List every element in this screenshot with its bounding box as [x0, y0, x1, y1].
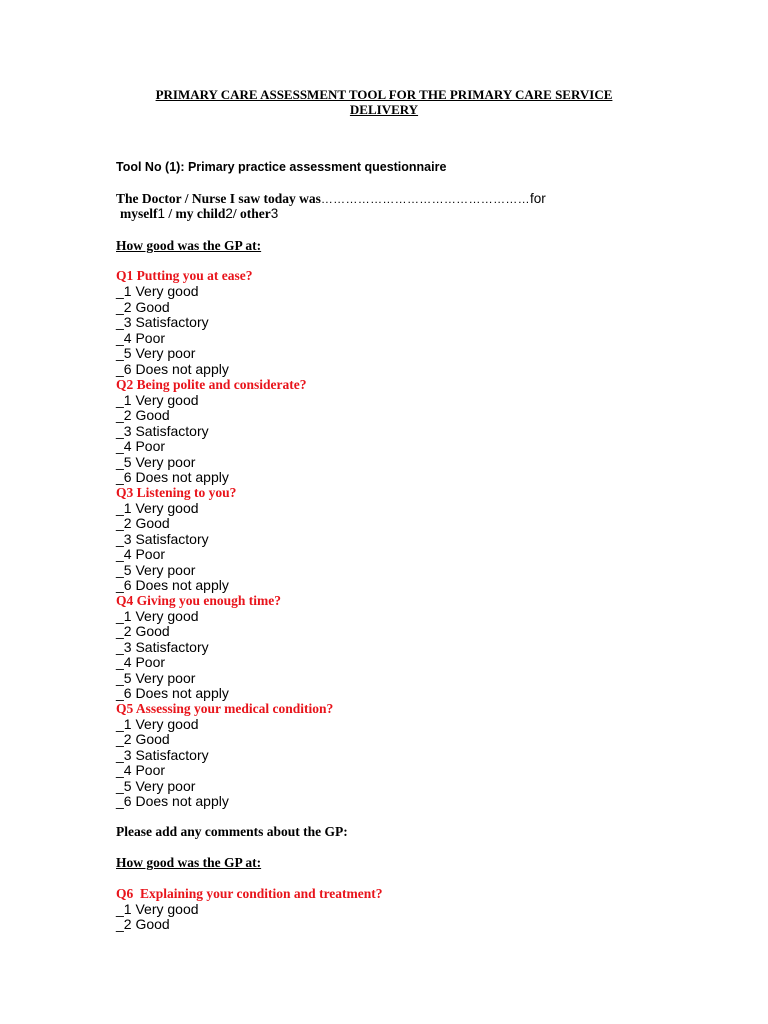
section-heading-1: How good was the GP at: [116, 238, 262, 253]
q4-option-4[interactable]: _4 Poor [116, 654, 166, 670]
myself-code: 1 [157, 206, 166, 221]
q1-option-6[interactable]: _6 Does not apply [116, 360, 229, 377]
q1-option-2[interactable]: _2 Good [116, 298, 170, 315]
q3-option-6[interactable]: _6 Does not apply [116, 577, 229, 593]
question-6: Q6 Explaining your condition and treatment? [116, 886, 383, 901]
q4-option-2[interactable]: _2 Good [116, 623, 170, 639]
q3-option-4[interactable]: _4 Poor [116, 546, 166, 562]
child-code: 2 [225, 206, 233, 221]
q2-option-1[interactable]: _1 Very good [116, 391, 199, 408]
q2-option-5[interactable]: _5 Very poor [116, 453, 196, 470]
q5-option-2[interactable]: _2 Good [116, 731, 170, 747]
title-line-2: DELIVERY [349, 102, 419, 117]
doctor-nurse-label: The Doctor / Nurse I saw today was [116, 191, 321, 206]
q4-option-5[interactable]: _5 Very poor [116, 669, 196, 686]
q2-option-3[interactable]: _3 Satisfactory [116, 422, 209, 439]
title-line-1: PRIMARY CARE ASSESSMENT TOOL FOR THE PRIMARY CARE SERVICE [155, 87, 613, 102]
q3-option-5[interactable]: _5 Very poor [116, 561, 196, 578]
for-label: for [529, 191, 546, 206]
section-heading-2: How good was the GP at: [116, 855, 262, 870]
other-option: / other [232, 206, 271, 221]
q2-option-4[interactable]: _4 Poor [116, 438, 166, 454]
q5-option-3[interactable]: _3 Satisfactory [116, 746, 209, 763]
patient-type-line [120, 206, 278, 222]
q5-option-4[interactable]: _4 Poor [116, 762, 166, 778]
other-code: 3 [270, 206, 279, 221]
q4-option-3[interactable]: _3 Satisfactory [116, 638, 209, 655]
doctor-nurse-line [116, 191, 546, 207]
myself-option: myself [120, 206, 158, 221]
q2-option-2[interactable]: _2 Good [116, 407, 170, 423]
question-3: Q3 Listening to you? [116, 484, 237, 500]
q3-option-2[interactable]: _2 Good [116, 515, 170, 531]
q5-option-5[interactable]: _5 Very poor [116, 777, 196, 794]
q3-option-1[interactable]: _1 Very good [116, 499, 199, 516]
tool-label: Tool No (1): Primary practice assessment questionnaire [116, 160, 447, 174]
question-4: Q4 Giving you enough time? [116, 592, 282, 608]
doctor-name-blank[interactable]: …………………………………………… [320, 192, 530, 206]
question-1: Q1 Putting you at ease? [116, 268, 253, 283]
q3-option-3[interactable]: _3 Satisfactory [116, 530, 209, 547]
q4-option-6[interactable]: _6 Does not apply [116, 685, 229, 701]
q1-option-4[interactable]: _4 Poor [116, 329, 166, 346]
q6-option-2[interactable]: _2 Good [116, 916, 170, 932]
q2-option-6[interactable]: _6 Does not apply [116, 469, 229, 485]
question-5: Q5 Assessing your medical condition? [116, 700, 334, 716]
q4-option-1[interactable]: _1 Very good [116, 607, 199, 624]
q1-option-1[interactable]: _1 Very good [116, 283, 199, 299]
document-title [100, 87, 668, 117]
comments-prompt: Please add any comments about the GP: [116, 824, 348, 839]
q1-option-5[interactable]: _5 Very poor [116, 345, 196, 361]
q6-option-1[interactable]: _1 Very good [116, 900, 199, 917]
q5-option-1[interactable]: _1 Very good [116, 715, 199, 732]
q1-option-3[interactable]: _3 Satisfactory [116, 314, 209, 330]
q5-option-6[interactable]: _6 Does not apply [116, 793, 229, 809]
child-option: / my child [165, 206, 226, 221]
question-2: Q2 Being polite and considerate? [116, 376, 307, 392]
